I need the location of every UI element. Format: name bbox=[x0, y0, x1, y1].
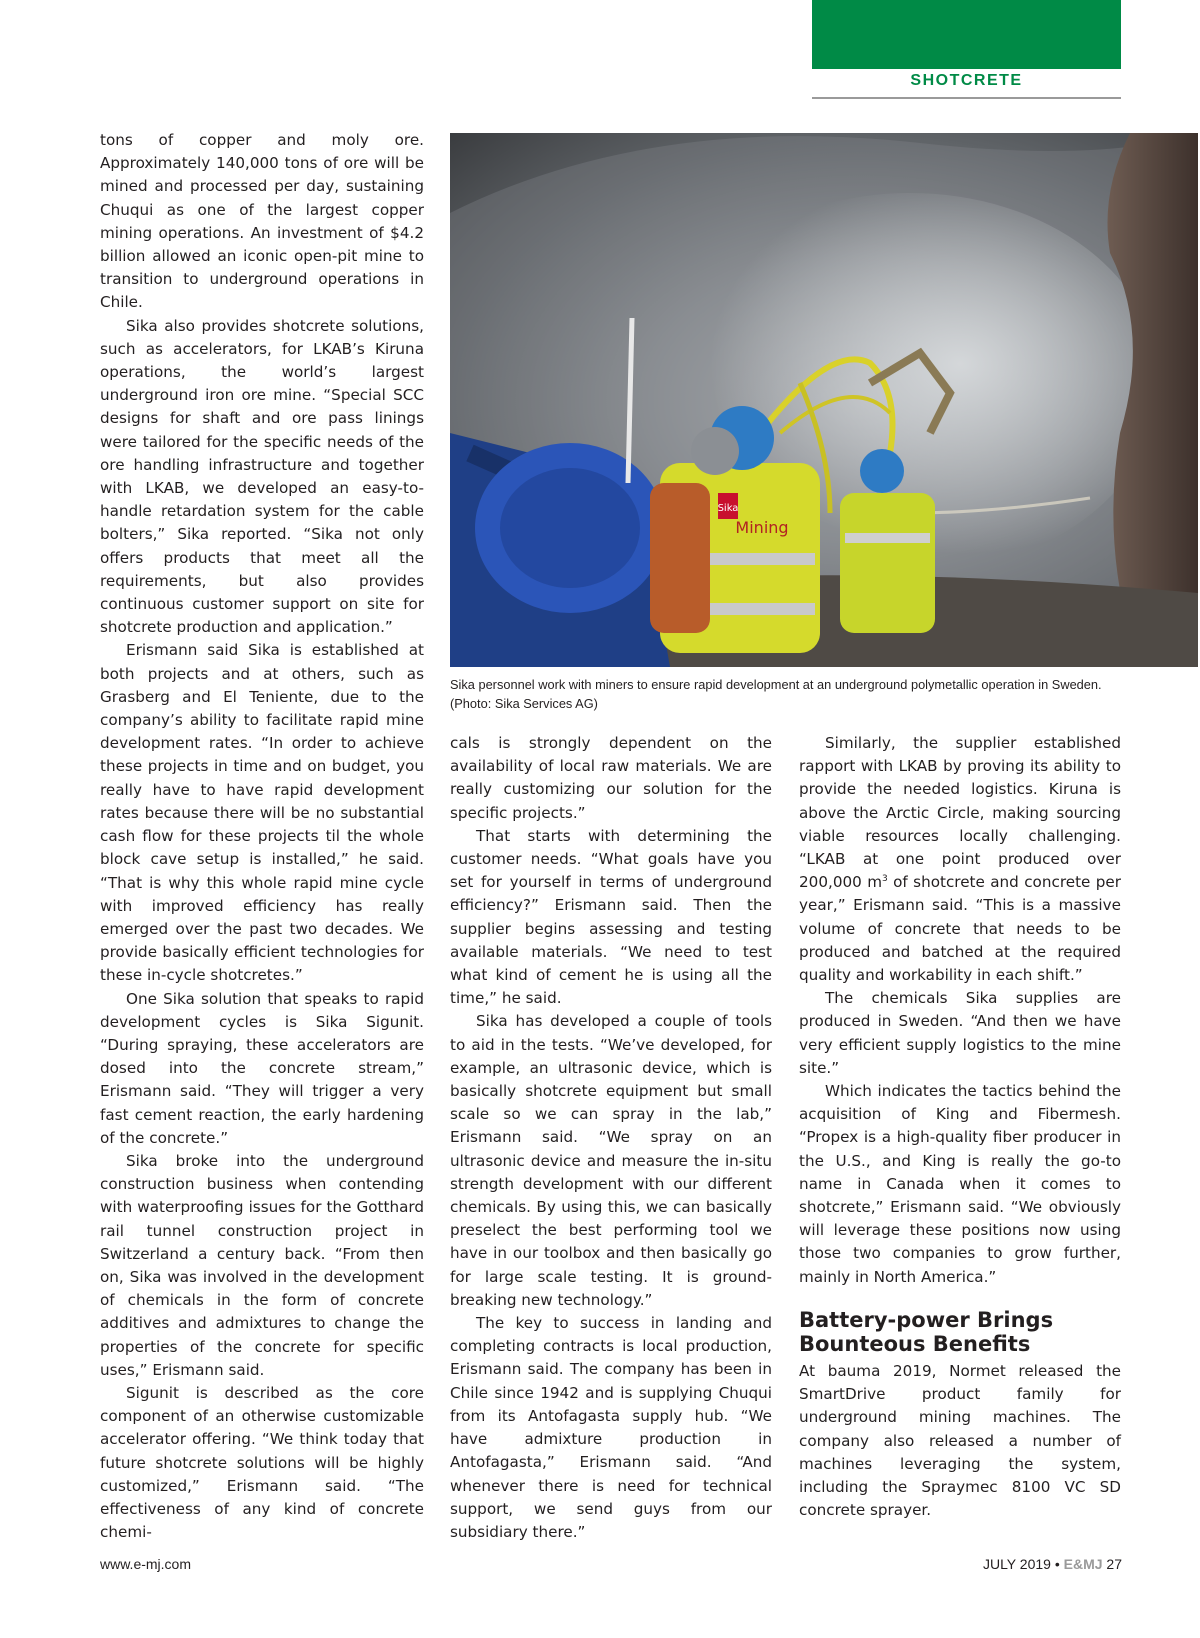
paragraph: The chemicals Sika supplies are produced in Sweden. “And then we have very efficient supply logistics to the mine site.” bbox=[799, 989, 1121, 1077]
page-number: 27 bbox=[1106, 1556, 1122, 1572]
article-column-3-continued bbox=[799, 1360, 1121, 1522]
footer-publication: E&MJ bbox=[1063, 1556, 1103, 1572]
footer-folio bbox=[983, 1556, 1122, 1572]
tunnel-photo bbox=[450, 133, 1198, 667]
article-column-3 bbox=[799, 732, 1121, 1289]
subheading-line: Battery-power Brings bbox=[799, 1308, 1054, 1332]
paragraph: cals is strongly dependent on the availability of local raw materials. We are really customizing our solution for the specific projects.” bbox=[450, 734, 772, 822]
subheading bbox=[799, 1308, 1129, 1356]
footer-bullet: • bbox=[1054, 1556, 1060, 1572]
paragraph bbox=[799, 732, 1121, 987]
paragraph: Erismann said Sika is established at both projects and at others, such as Grasberg and El Teniente, due to the company’s ability to facilitate rapid mine development rates. “In order to achieve these projects in time and on budget, you really have to have rapid development rates because there will be no substantial cash flow for these projects til the whole block cave setup is installed,” he said. “That is why this whole rapid mine cycle with improved efficiency has really emerged over the past two decades. We provide basically efficient technologies for these in-cycle shotcretes.” bbox=[100, 641, 424, 985]
section-divider bbox=[812, 97, 1121, 99]
vest-text: Mining bbox=[735, 518, 789, 537]
tunnel-photo-illustration bbox=[450, 133, 1198, 667]
subheading-line: Bounteous Benefits bbox=[799, 1332, 1031, 1356]
paragraph: That starts with determining the customer needs. “What goals have you set for yourself in terms of underground efficiency?” Erismann said. Then the supplier begins assessing and testing available materials. “We need to test what kind of cement he is using all the time,” he said. bbox=[450, 826, 772, 1008]
text-run: Similarly, the supplier established rapport with LKAB by proving its ability to provide the needed logistics. Kiruna is above the Arctic Circle, making sourcing viable resources locally challenging. “LKAB at one point produced over 200,000 m bbox=[799, 734, 1121, 892]
superscript: 3 bbox=[882, 874, 888, 885]
text-run: of shotcrete and concrete per year,” Erismann said. “This is a massive volume of concrete that needs to be produced and batched at the required quality and workability in each shift.” bbox=[799, 873, 1121, 985]
paragraph: Which indicates the tactics behind the acquisition of King and Fibermesh. “Propex is a high-quality fiber producer in the U.S., and King is really the go-to name in Canada when it comes to shotcrete,” Erismann said. “We obviously will leverage these positions now using those two companies to grow further, mainly in North America.” bbox=[799, 1082, 1121, 1286]
footer-date: JULY 2019 bbox=[982, 1556, 1051, 1572]
caption-text: Sika personnel work with miners to ensure rapid development at an underground polymetallic operation in Sweden. bbox=[450, 677, 1102, 692]
article-column-2 bbox=[450, 732, 772, 1544]
paragraph: One Sika solution that speaks to rapid development cycles is Sika Sigunit. “During spraying, these accelerators are dosed into the concrete stream,” Erismann said. “They will trigger a very fast cement reaction, the early hardening of the concrete.” bbox=[100, 989, 424, 1147]
paragraph: Sigunit is described as the core component of an otherwise customizable accelerator offering. “We think today that future shotcrete solutions will be highly customized,” Erismann said. “The effectiveness of any kind of concrete chemi- bbox=[100, 1383, 424, 1542]
article-column-1 bbox=[100, 129, 424, 1544]
section-color-bar bbox=[812, 0, 1121, 69]
paragraph: The key to success in landing and completing contracts is local production, Erismann said. The company has been in Chile since 1942 and is supplying Chuqui from its Antofagasta supply hub. “We have admixture production in Antofagasta,” Erismann said. “And whenever there is need for technical support, we send guys from our subsidiary there.” bbox=[450, 1314, 772, 1541]
photo-credit: (Photo: Sika Services AG) bbox=[450, 696, 598, 711]
photo-caption bbox=[450, 675, 1150, 713]
vest-logo-text: Sika bbox=[717, 503, 739, 514]
paragraph: At bauma 2019, Normet released the SmartDrive product family for underground mining machines. The company also released a number of machines leveraging the system, including the Spraymec 8100 VC SD concrete sprayer. bbox=[799, 1362, 1121, 1520]
paragraph: Sika also provides shotcrete solutions, such as accelerators, for LKAB’s Kiruna operations, the world’s largest underground iron ore mine. “Special SCC designs for shaft and ore pass linings were tailored for the specific needs of the ore handling infrastructure and together with LKAB, we developed an easy-to-handle retardation system for the cable bolters,” Sika reported. “Sika not only offers products that meet all the requirements, but also provides continuous customer support on site for shotcrete production and application.” bbox=[100, 316, 424, 637]
paragraph: Sika has developed a couple of tools to aid in the tests. “We’ve developed, for example, an ultrasonic device, which is basically shotcrete equipment but small scale so we can spray in the lab,” Erismann said. “We spray on an ultrasonic device and measure the in-situ strength development with our different chemicals. By using this, we can basically preselect the best performing tool we have in our toolbox and then basically go for large scale testing. It is ground-breaking new technology.” bbox=[450, 1012, 772, 1309]
footer-website: www.e-mj.com bbox=[100, 1556, 192, 1572]
paragraph: tons of copper and moly ore. Approximately 140,000 tons of ore will be mined and processed per day, sustaining Chuqui as one of the largest copper mining operations. An investment of $4.2 billion allowed an iconic open-pit mine to transition to underground operations in Chile. bbox=[100, 131, 424, 312]
paragraph: Sika broke into the underground construction business when contending with waterproofing issues for the Gotthard rail tunnel construction project in Switzerland a century back. “From then on, Sika was involved in the development of chemicals in the form of concrete additives and admixtures to change the properties of the concrete for specific uses,” Erismann said. bbox=[100, 1151, 424, 1379]
section-label: SHOTCRETE bbox=[910, 72, 1023, 89]
